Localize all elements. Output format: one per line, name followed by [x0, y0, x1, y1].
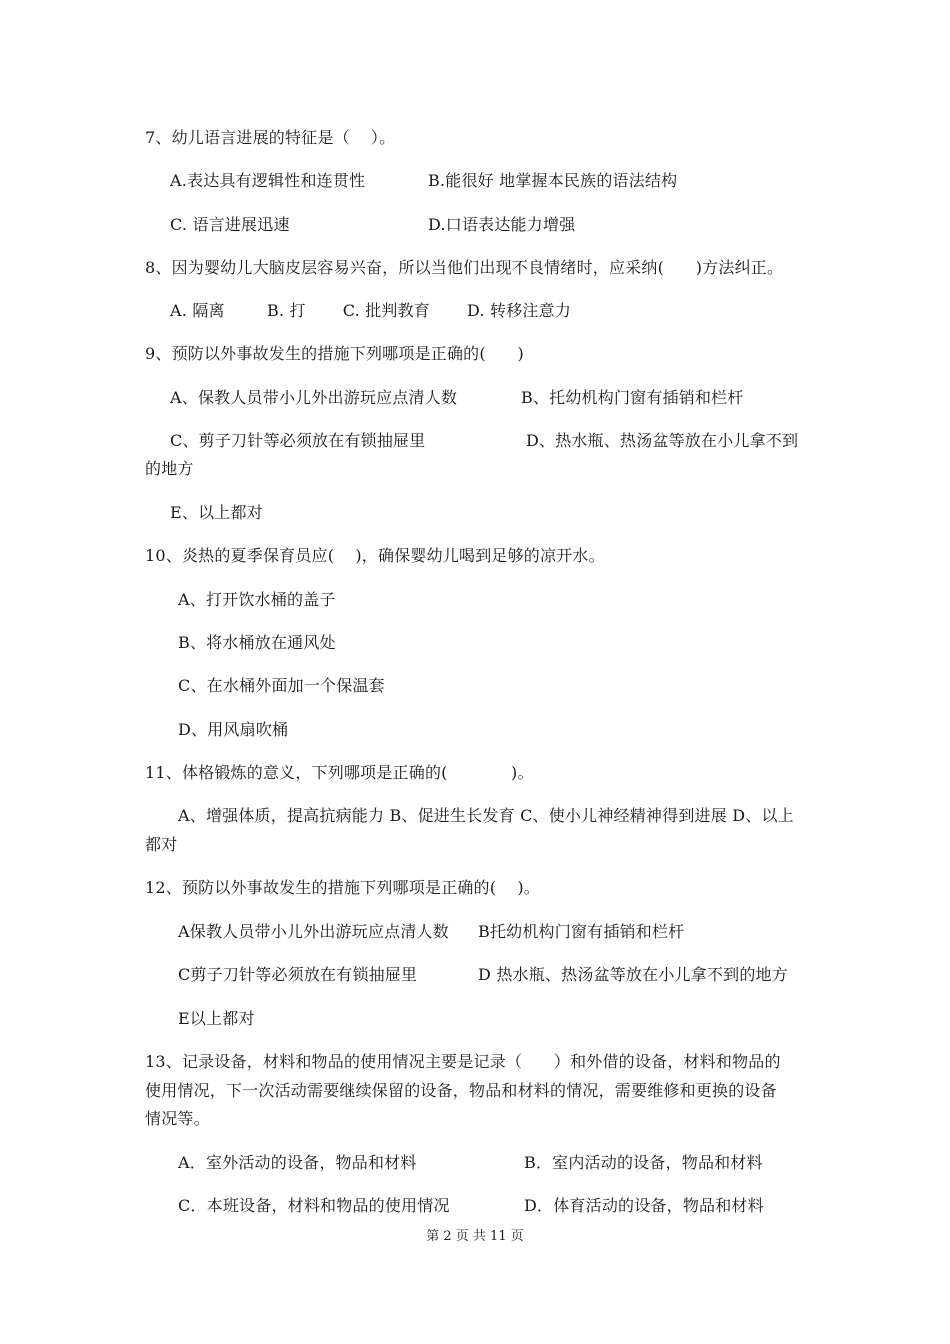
question-11-stem: 11、体格锻炼的意义，下列哪项是正确的( )。	[145, 763, 534, 782]
question-12-option-c: C剪子刀针等必须放在有锁抽屉里	[178, 965, 418, 984]
question-13-stem-line-2: 使用情况，下一次活动需要继续保留的设备，物品和材料的情况，需要维修和更换的设备	[145, 1081, 777, 1100]
question-7-stem: 7、幼儿语言进展的特征是（ ）。	[145, 128, 396, 147]
question-13-option-c: C．本班设备，材料和物品的使用情况	[178, 1196, 450, 1215]
question-9-option-a: A、保教人员带小儿外出游玩应点清人数	[170, 388, 458, 407]
question-13-stem-line-1: 13、记录设备，材料和物品的使用情况主要是记录（ ）和外借的设备，材料和物品的	[145, 1052, 781, 1071]
question-11-options-continued: 都对	[145, 835, 178, 854]
question-9-stem: 9、预防以外事故发生的措施下列哪项是正确的( )	[145, 344, 524, 363]
question-8-stem: 8、因为婴幼儿大脑皮层容易兴奋，所以当他们出现不良情绪时，应采纳( )方法纠正。	[145, 258, 784, 277]
question-13-option-b: B．室内活动的设备，物品和材料	[524, 1153, 763, 1172]
question-13-option-a: A．室外活动的设备，物品和材料	[178, 1153, 417, 1172]
page-number-footer: 第 2 页 共 11 页	[426, 1229, 524, 1244]
question-13-option-d: D．体育活动的设备，物品和材料	[524, 1196, 764, 1215]
question-10-option-b: B、将水桶放在通风处	[178, 633, 336, 652]
question-12-option-e: E以上都对	[178, 1009, 255, 1028]
question-13-stem-line-3: 情况等。	[145, 1109, 210, 1128]
question-9-option-d-continued: 的地方	[145, 459, 194, 478]
question-9-option-b: B、托幼机构门窗有插销和栏杆	[521, 388, 744, 407]
question-8-options: A. 隔离 B. 打 C. 批判教育 D. 转移注意力	[170, 301, 572, 320]
question-9-option-d: D、热水瓶、热汤盆等放在小儿拿不到	[526, 431, 799, 450]
question-12-stem: 12、预防以外事故发生的措施下列哪项是正确的( )。	[145, 878, 540, 897]
question-11-options: A、增强体质，提高抗病能力 B、促进生长发育 C、使小儿神经精神得到进展 D、以上	[178, 806, 794, 825]
question-9-option-e: E、以上都对	[170, 503, 263, 522]
question-9-option-c: C、剪子刀针等必须放在有锁抽屉里	[170, 431, 426, 450]
question-7-option-d: D.口语表达能力增强	[428, 215, 576, 234]
question-10-option-c: C、在水桶外面加一个保温套	[178, 676, 385, 695]
question-7-option-a: A.表达具有逻辑性和连贯性	[170, 171, 366, 190]
question-10-stem: 10、炎热的夏季保育员应( )，确保婴幼儿喝到足够的凉开水。	[145, 546, 605, 565]
question-7-option-c: C. 语言进展迅速	[170, 215, 290, 234]
question-10-option-a: A、打开饮水桶的盖子	[178, 590, 336, 609]
question-10-option-d: D、用风扇吹桶	[178, 720, 289, 739]
question-12-option-a: A保教人员带小儿外出游玩应点清人数	[178, 922, 449, 941]
question-12-option-b: B托幼机构门窗有插销和栏杆	[478, 922, 685, 941]
question-7-option-b: B.能很好 地掌握本民族的语法结构	[428, 171, 678, 190]
question-12-option-d: D 热水瓶、热汤盆等放在小儿拿不到的地方	[478, 965, 788, 984]
